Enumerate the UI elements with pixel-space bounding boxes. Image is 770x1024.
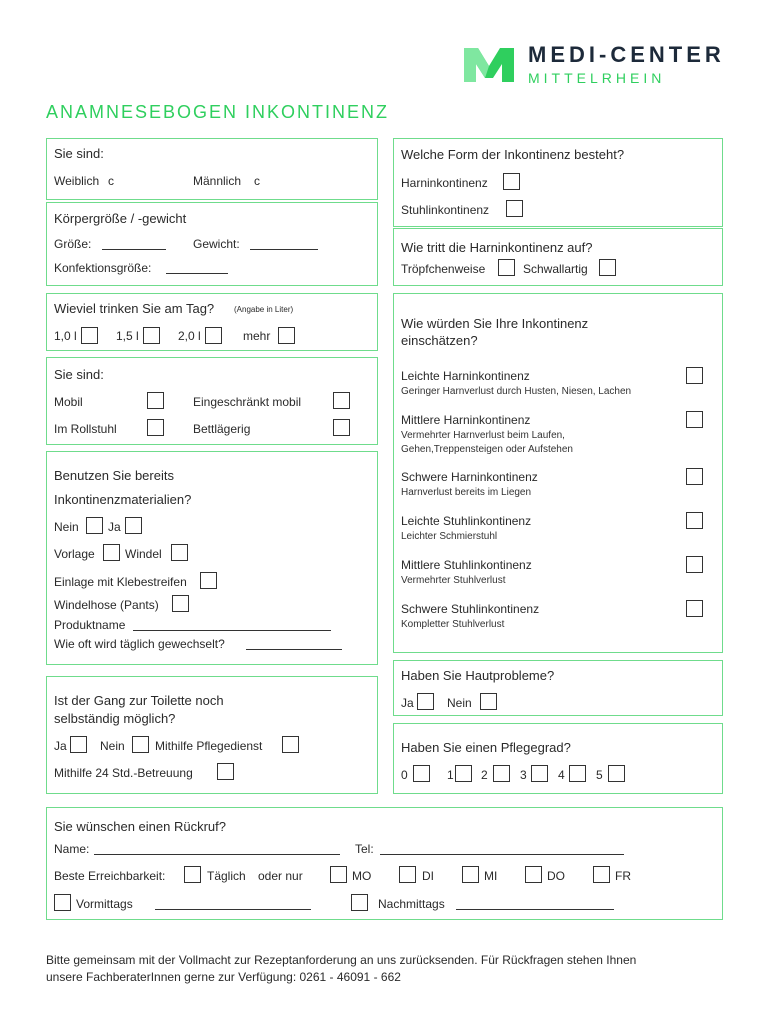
care-level-label: Haben Sie einen Pflegegrad?: [401, 740, 571, 755]
male-label: Männlich: [193, 174, 242, 188]
day-label: FR: [615, 869, 631, 883]
drink-1-5-checkbox[interactable]: [143, 327, 160, 344]
morning-label: Vormittags: [76, 897, 133, 911]
care-level-4-checkbox[interactable]: [569, 765, 586, 782]
drink-option-label: 1,5 l: [116, 329, 139, 343]
severity-moderate-fecal-checkbox[interactable]: [686, 556, 703, 573]
severity-item-desc: Vermehrter Stuhlverlust: [401, 575, 506, 586]
care-level-5-checkbox[interactable]: [608, 765, 625, 782]
female-label: Weiblich: [54, 174, 100, 188]
afternoon-label: Nachmittags: [378, 897, 445, 911]
toilet-24h-label: Mithilfe 24 Std.-Betreuung: [54, 766, 193, 780]
toilet-nurse-label: Mithilfe Pflegedienst: [155, 739, 263, 753]
morning-field[interactable]: [155, 909, 311, 910]
logo-mark-icon: [460, 42, 518, 88]
wheelchair-checkbox[interactable]: [147, 419, 164, 436]
diaper-checkbox[interactable]: [171, 544, 188, 561]
drink-1-0-checkbox[interactable]: [81, 327, 98, 344]
morning-checkbox[interactable]: [54, 894, 71, 911]
care-level-option: 0: [401, 768, 408, 782]
care-level-option: 5: [596, 768, 603, 782]
pad-checkbox[interactable]: [103, 544, 120, 561]
care-level-option: 1: [447, 768, 454, 782]
change-frequency-field[interactable]: [246, 649, 342, 650]
materials-no-label: Nein: [54, 520, 79, 534]
care-level-0-checkbox[interactable]: [413, 765, 430, 782]
materials-section: [46, 451, 378, 665]
fecal-checkbox[interactable]: [506, 200, 523, 217]
afternoon-field[interactable]: [456, 909, 614, 910]
female-option[interactable]: c: [108, 174, 114, 188]
pants-checkbox[interactable]: [172, 595, 189, 612]
pants-label: Windelhose (Pants): [54, 598, 159, 612]
materials-label: Inkontinenzmaterialien?: [54, 492, 192, 507]
toilet-no-label: Nein: [100, 739, 125, 753]
drink-option-label: 1,0 l: [54, 329, 77, 343]
severity-item-desc: Vermehrter Harnverlust beim Laufen,: [401, 430, 565, 441]
insert-checkbox[interactable]: [200, 572, 217, 589]
drops-label: Tröpfchenweise: [401, 262, 486, 276]
toilet-label: Ist der Gang zur Toilette noch: [54, 693, 224, 708]
afternoon-checkbox[interactable]: [351, 894, 368, 911]
severity-item-title: Schwere Harninkontinenz: [401, 470, 538, 484]
change-frequency-label: Wie oft wird täglich gewechselt?: [54, 637, 225, 651]
diaper-label: Windel: [125, 547, 162, 561]
product-name-label: Produktname: [54, 618, 126, 632]
day-label: DO: [547, 869, 565, 883]
daily-label: Täglich: [207, 869, 246, 883]
severity-mild-fecal-checkbox[interactable]: [686, 512, 703, 529]
drink-option-label: 2,0 l: [178, 329, 201, 343]
care-level-option: 3: [520, 768, 527, 782]
callback-phone-label: Tel:: [355, 842, 374, 856]
size-field[interactable]: [102, 249, 166, 250]
severity-label: einschätzen?: [401, 333, 478, 348]
skin-no-label: Nein: [447, 696, 472, 710]
clothing-size-field[interactable]: [166, 273, 228, 274]
limited-mobility-checkbox[interactable]: [333, 392, 350, 409]
footer-text: unsere FachberaterInnen gerne zur Verfügung: 0261 - 46091 - 662: [46, 970, 401, 984]
gush-label: Schwallartig: [523, 262, 588, 276]
drinking-label: Wieviel trinken Sie am Tag?: [54, 301, 215, 316]
urinary-label: Harninkontinenz: [401, 176, 488, 190]
brand-subtitle: MITTELRHEIN: [528, 70, 666, 86]
severity-item-desc: Geringer Harnverlust durch Husten, Niesen, Lachen: [401, 386, 632, 397]
day-label: MI: [484, 869, 498, 883]
severity-item-title: Leichte Stuhlinkontinenz: [401, 514, 532, 528]
toilet-label: selbständig möglich?: [54, 711, 176, 726]
callback-name-field[interactable]: [94, 854, 340, 855]
care-level-option: 4: [558, 768, 565, 782]
page-title: ANAMNESEBOGEN INKONTINENZ: [46, 102, 390, 122]
callback-label: Sie wünschen einen Rückruf?: [54, 819, 226, 834]
severity-item-desc: Harnverlust bereits im Liegen: [401, 487, 532, 498]
daily-checkbox[interactable]: [184, 866, 201, 883]
brand-name: MEDI-CENTER: [528, 42, 725, 67]
toilet-yes-label: Ja: [54, 739, 67, 753]
limited-mobility-label: Eingeschränkt mobil: [193, 395, 302, 409]
materials-yes-label: Ja: [108, 520, 121, 534]
drink-option-label: mehr: [243, 329, 271, 343]
care-level-1-checkbox[interactable]: [455, 765, 472, 782]
friday-checkbox[interactable]: [593, 866, 610, 883]
drink-2-0-checkbox[interactable]: [205, 327, 222, 344]
mobile-label: Mobil: [54, 395, 83, 409]
severity-item-desc: Gehen,Treppensteigen oder Aufstehen: [401, 444, 573, 455]
toilet-no-checkbox[interactable]: [132, 736, 149, 753]
day-label: MO: [352, 869, 372, 883]
severity-item-desc: Leichter Schmierstuhl: [401, 531, 498, 542]
severity-item-title: Leichte Harninkontinenz: [401, 369, 530, 383]
thursday-checkbox[interactable]: [525, 866, 542, 883]
toilet-24h-checkbox[interactable]: [217, 763, 234, 780]
manifestation-section: [393, 228, 723, 286]
pad-label: Vorlage: [54, 547, 95, 561]
gender-label: Sie sind:: [54, 146, 104, 161]
wednesday-checkbox[interactable]: [462, 866, 479, 883]
care-level-option: 2: [481, 768, 488, 782]
toilet-nurse-checkbox[interactable]: [282, 736, 299, 753]
monday-checkbox[interactable]: [330, 866, 347, 883]
toilet-yes-checkbox[interactable]: [70, 736, 87, 753]
bedridden-label: Bettlägerig: [193, 422, 251, 436]
size-label: Größe:: [54, 237, 92, 251]
brand-logo: [460, 40, 730, 90]
day-label: DI: [422, 869, 434, 883]
skin-problems-label: Haben Sie Hautprobleme?: [401, 668, 555, 683]
product-name-field[interactable]: [133, 630, 331, 631]
skin-yes-checkbox[interactable]: [417, 693, 434, 710]
care-level-3-checkbox[interactable]: [531, 765, 548, 782]
reachability-label: Beste Erreichbarkeit:: [54, 869, 166, 883]
footer-text: Bitte gemeinsam mit der Vollmacht zur Rezeptanforderung an uns zurücksenden. Für Rückfragen stehen Ihnen: [46, 953, 637, 967]
severity-item-title: Mittlere Harninkontinenz: [401, 413, 531, 427]
mobility-label: Sie sind:: [54, 367, 104, 382]
materials-no-checkbox[interactable]: [86, 517, 103, 534]
severity-severe-fecal-checkbox[interactable]: [686, 600, 703, 617]
severity-moderate-urinary-checkbox[interactable]: [686, 411, 703, 428]
wheelchair-label: Im Rollstuhl: [54, 422, 117, 436]
skin-no-checkbox[interactable]: [480, 693, 497, 710]
weight-field[interactable]: [250, 249, 318, 250]
severity-item-title: Schwere Stuhlinkontinenz: [401, 602, 540, 616]
or-only-label: oder nur: [258, 869, 303, 883]
gush-checkbox[interactable]: [599, 259, 616, 276]
severity-severe-urinary-checkbox[interactable]: [686, 468, 703, 485]
bedridden-checkbox[interactable]: [333, 419, 350, 436]
drinking-hint: (Angabe in Liter): [234, 305, 294, 314]
severity-item-title: Mittlere Stuhlinkontinenz: [401, 558, 532, 572]
urinary-checkbox[interactable]: [503, 173, 520, 190]
drink-more-checkbox[interactable]: [278, 327, 295, 344]
mobile-checkbox[interactable]: [147, 392, 164, 409]
care-level-2-checkbox[interactable]: [493, 765, 510, 782]
callback-name-label: Name:: [54, 842, 90, 856]
body-metrics-label: Körpergröße / -gewicht: [54, 211, 187, 226]
severity-mild-urinary-checkbox[interactable]: [686, 367, 703, 384]
incontinence-form-label: Welche Form der Inkontinenz besteht?: [401, 147, 625, 162]
weight-label: Gewicht:: [193, 237, 240, 251]
manifestation-label: Wie tritt die Harninkontinenz auf?: [401, 240, 593, 255]
drops-checkbox[interactable]: [498, 259, 515, 276]
severity-item-desc: Kompletter Stuhlverlust: [401, 619, 505, 630]
male-option[interactable]: c: [254, 174, 260, 188]
tuesday-checkbox[interactable]: [399, 866, 416, 883]
care-level-section: [393, 723, 723, 794]
severity-label: Wie würden Sie Ihre Inkontinenz: [401, 316, 589, 331]
fecal-label: Stuhlinkontinenz: [401, 203, 490, 217]
materials-yes-checkbox[interactable]: [125, 517, 142, 534]
insert-label: Einlage mit Klebestreifen: [54, 575, 187, 589]
materials-label: Benutzen Sie bereits: [54, 468, 174, 483]
clothing-size-label: Konfektionsgröße:: [54, 261, 152, 275]
skin-yes-label: Ja: [401, 696, 414, 710]
callback-phone-field[interactable]: [380, 854, 624, 855]
